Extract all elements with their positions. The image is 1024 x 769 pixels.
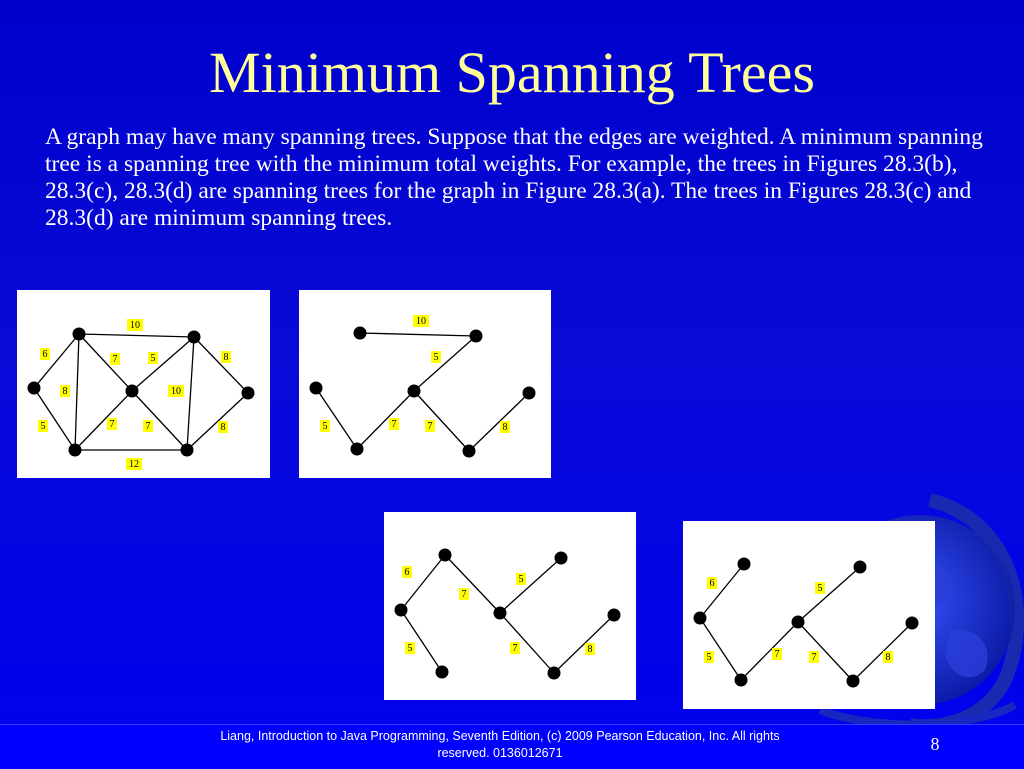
edge-a-f [700, 618, 741, 680]
edge-weight-label [707, 577, 717, 589]
figure-b-graph [299, 290, 551, 478]
svg-text:10: 10 [171, 386, 181, 397]
figure-a-graph [17, 290, 270, 478]
edge-e-c [500, 558, 561, 613]
graph-node [351, 443, 364, 456]
edge-e-c [798, 567, 860, 622]
graph-node [73, 328, 86, 341]
edge-weight-label [126, 458, 142, 470]
graph-node [555, 552, 568, 565]
edge-weight-label [168, 385, 184, 397]
edge-b-f [75, 334, 79, 450]
edge-c-d [194, 337, 248, 393]
svg-text:8: 8 [62, 386, 68, 397]
svg-text:5: 5 [40, 421, 46, 432]
edge-a-b [34, 334, 79, 388]
edge-weight-label [38, 420, 48, 432]
figure-d-graph [683, 521, 935, 709]
edge-e-c [132, 337, 194, 391]
graph-node [310, 382, 323, 395]
edge-weight-label [585, 643, 595, 655]
graph-node [408, 385, 421, 398]
edge-f-e [357, 391, 414, 449]
edge-weight-label [402, 566, 412, 578]
graph-node [28, 382, 41, 395]
edge-weight-label [127, 319, 143, 331]
edge-weight-label [704, 651, 714, 663]
svg-text:8: 8 [885, 652, 891, 663]
svg-text:8: 8 [223, 352, 229, 363]
edge-weight-label [320, 420, 330, 432]
graph-node [439, 549, 452, 562]
svg-text:5: 5 [817, 583, 823, 594]
edge-weight-label [60, 385, 70, 397]
edge-c-g [187, 337, 194, 450]
svg-text:12: 12 [129, 459, 139, 470]
svg-text:7: 7 [112, 354, 118, 365]
svg-text:7: 7 [391, 419, 397, 430]
svg-text:7: 7 [512, 643, 518, 654]
edge-e-g [798, 622, 853, 681]
graph-node [735, 674, 748, 687]
edge-b-e [79, 334, 132, 391]
svg-text:5: 5 [322, 421, 328, 432]
slide-title: Minimum Spanning Trees [209, 40, 815, 105]
graph-node [738, 558, 751, 571]
edge-weight-label [218, 421, 228, 433]
edge-f-e [741, 622, 798, 680]
figure-c-panel [384, 512, 636, 700]
graph-node [523, 387, 536, 400]
edge-weight-label [510, 642, 520, 654]
svg-text:5: 5 [150, 353, 156, 364]
graph-node [906, 617, 919, 630]
svg-text:6: 6 [42, 349, 48, 360]
edge-d-g [187, 393, 248, 450]
svg-text:7: 7 [145, 421, 151, 432]
graph-node [354, 327, 367, 340]
edge-e-g [132, 391, 187, 450]
graph-node [181, 444, 194, 457]
graph-node [854, 561, 867, 574]
svg-text:5: 5 [706, 652, 712, 663]
edge-weight-label [221, 351, 231, 363]
edge-e-g [500, 613, 554, 673]
edge-b-c [360, 333, 476, 336]
edge-weight-label [815, 582, 825, 594]
edge-g-d [853, 623, 912, 681]
svg-text:5: 5 [518, 574, 524, 585]
edge-weight-label [883, 651, 893, 663]
graph-node [792, 616, 805, 629]
svg-text:5: 5 [407, 643, 413, 654]
graph-node [126, 385, 139, 398]
footer-copyright: Liang, Introduction to Java Programming, Seventh Edition, (c) 2009 Pearson Education, Inc. All rights reserved. 0136012671 [220, 729, 780, 760]
svg-text:8: 8 [587, 644, 593, 655]
figure-a-panel [17, 290, 270, 478]
page-number: 8 [930, 734, 940, 754]
graph-node [548, 667, 561, 680]
svg-text:7: 7 [774, 649, 780, 660]
svg-text:6: 6 [709, 578, 715, 589]
figure-b-panel [299, 290, 551, 478]
svg-text:5: 5 [433, 352, 439, 363]
graph-node [470, 330, 483, 343]
edge-weight-label [459, 588, 469, 600]
svg-text:7: 7 [811, 652, 817, 663]
graph-node [847, 675, 860, 688]
svg-text:6: 6 [404, 567, 410, 578]
graph-node [69, 444, 82, 457]
graph-node [494, 607, 507, 620]
svg-text:8: 8 [220, 422, 226, 433]
edge-a-b [401, 555, 445, 610]
edge-weight-label [431, 351, 441, 363]
edge-b-c [79, 334, 194, 337]
graph-node [395, 604, 408, 617]
slide-body-text: A graph may have many spanning trees. Suppose that the edges are weighted. A minimum spanning tree is a spanning tree with the minimum total weights. For example, the trees in Figures 28.3(b), 28.3(c), 28.3(d) are spanning trees for the graph in Figure 28.3(a). The trees in Figures 28.3(c) and 28.3(d) are minimum spanning trees. [45, 124, 983, 231]
edge-weight-label [516, 573, 526, 585]
edge-e-g [414, 391, 469, 451]
graph-node [188, 331, 201, 344]
graph-node [694, 612, 707, 625]
figure-c-graph [384, 512, 636, 700]
edge-weight-label [107, 418, 117, 430]
edge-weight-label [809, 651, 819, 663]
edge-weight-label [143, 420, 153, 432]
svg-text:7: 7 [109, 419, 115, 430]
edge-weight-label [772, 648, 782, 660]
edge-g-d [469, 393, 529, 451]
svg-text:8: 8 [502, 422, 508, 433]
edge-a-f [316, 388, 357, 449]
edge-c-e [414, 336, 476, 391]
edge-f-e [75, 391, 132, 450]
graph-node [463, 445, 476, 458]
edge-g-d [554, 615, 614, 673]
edge-weight-label [110, 353, 120, 365]
edge-weight-label [500, 421, 510, 433]
edge-weight-label [148, 352, 158, 364]
svg-text:10: 10 [416, 316, 426, 327]
graph-node [436, 666, 449, 679]
edge-weight-label [425, 420, 435, 432]
edge-weight-label [413, 315, 429, 327]
edge-weight-label [389, 418, 399, 430]
svg-text:10: 10 [130, 320, 140, 331]
edge-a-b [700, 564, 744, 618]
svg-text:7: 7 [461, 589, 467, 600]
svg-text:7: 7 [427, 421, 433, 432]
figure-d-panel [683, 521, 935, 709]
edge-a-f [34, 388, 75, 450]
edge-weight-label [40, 348, 50, 360]
graph-node [242, 387, 255, 400]
edge-a-f [401, 610, 442, 672]
edge-weight-label [405, 642, 415, 654]
graph-node [608, 609, 621, 622]
edge-b-e [445, 555, 500, 613]
